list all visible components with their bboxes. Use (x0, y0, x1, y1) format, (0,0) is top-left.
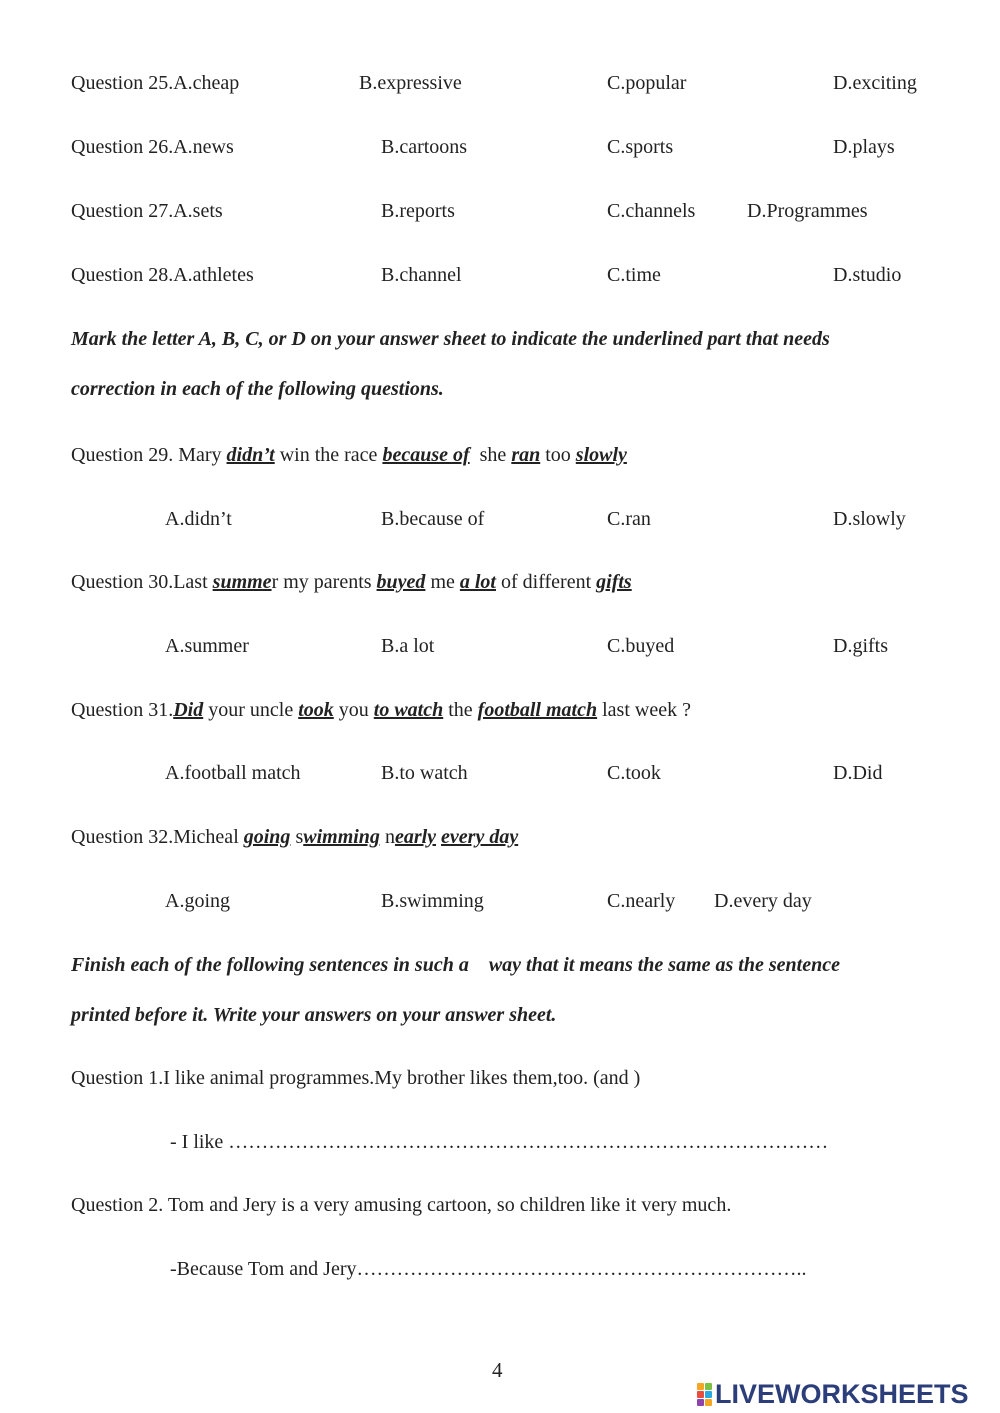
option-c: C.popular (607, 72, 687, 94)
question-text: Question 30.Last summer my parents buyed me a lot of different gifts (71, 571, 632, 593)
underlined-part: going (243, 826, 291, 848)
option-c: C.nearly (607, 890, 676, 912)
rewrite-answer-1 (0, 1127, 1000, 1157)
question-29-options (0, 504, 1000, 534)
underlined-part: took (298, 699, 334, 721)
question-26 (0, 132, 1000, 162)
question-29 (0, 440, 1000, 470)
question-text: Question 31.Did your uncle took you to watch the football match last week ? (71, 699, 691, 721)
option-c: C.ran (607, 508, 651, 530)
option-d: D.Programmes (747, 200, 868, 222)
option-c: C.channels (607, 200, 696, 222)
option-d: D.studio (833, 264, 902, 286)
option-a: Question 27.A.sets (71, 200, 223, 222)
question-30-options (0, 631, 1000, 661)
option-c: C.sports (607, 136, 674, 158)
option-b: B.expressive (359, 72, 462, 94)
option-b: B.to watch (381, 762, 468, 784)
question-25 (0, 68, 1000, 98)
logo-icon (697, 1383, 712, 1406)
page-number: 4 (492, 1358, 503, 1382)
answer-line: - I like ……………………………………………………………………………… (170, 1131, 829, 1153)
option-d: D.slowly (833, 508, 906, 530)
question-text: Question 1.I like animal programmes.My brother likes them,too. (and ) (71, 1067, 641, 1089)
question-32 (0, 822, 1000, 852)
option-b: B.channel (381, 264, 462, 286)
rewrite-question-1 (0, 1063, 1000, 1093)
option-a: A.football match (165, 762, 301, 784)
option-a: A.going (165, 890, 230, 912)
option-d: D.gifts (833, 635, 888, 657)
underlined-part: early (394, 826, 437, 848)
rewrite-answer-2 (0, 1254, 1000, 1284)
question-text: Question 29. Mary didn’t win the race because of she ran too slowly (71, 444, 627, 466)
question-text: Question 2. Tom and Jery is a very amusing cartoon, so children like it very much. (71, 1194, 732, 1216)
section-instruction-line2: correction in each of the following questions. (71, 378, 444, 400)
underlined-part: every day (441, 826, 519, 848)
question-31-options (0, 758, 1000, 788)
option-b: B.swimming (381, 890, 484, 912)
option-b: B.because of (381, 508, 485, 530)
underlined-part: Did (173, 699, 204, 721)
option-a: A.didn’t (165, 508, 232, 530)
question-27 (0, 196, 1000, 226)
question-28 (0, 260, 1000, 290)
section-instruction-line1: Finish each of the following sentences in such a way that it means the same as the sentence (71, 954, 840, 976)
option-a: Question 25.A.cheap (71, 72, 240, 94)
option-a: Question 28.A.athletes (71, 264, 254, 286)
question-30 (0, 567, 1000, 597)
underlined-part: to watch (373, 699, 444, 721)
option-c: C.took (607, 762, 661, 784)
option-a: A.summer (165, 635, 249, 657)
underlined-part: football match (477, 699, 598, 721)
option-b: B.a lot (381, 635, 435, 657)
underlined-part: wimming (303, 826, 380, 848)
underlined-part: didn’t (226, 444, 275, 466)
underlined-part: because of (382, 444, 470, 466)
option-c: C.time (607, 264, 661, 286)
underlined-part: summe (212, 571, 272, 593)
option-a: Question 26.A.news (71, 136, 234, 158)
rewrite-question-2 (0, 1190, 1000, 1220)
question-31 (0, 695, 1000, 725)
underlined-part: a lot (459, 571, 496, 593)
underlined-part: ran (511, 444, 541, 466)
option-b: B.cartoons (381, 136, 468, 158)
underlined-part: buyed (376, 571, 426, 593)
option-c: C.buyed (607, 635, 675, 657)
option-d: D.every day (714, 890, 812, 912)
question-32-options (0, 886, 1000, 916)
option-d: D.exciting (833, 72, 917, 94)
question-text: Question 32.Micheal going swimming nearly every day (71, 826, 519, 848)
section-instruction-line2: printed before it. Write your answers on your answer sheet. (71, 1004, 557, 1026)
option-b: B.reports (381, 200, 455, 222)
answer-line: -Because Tom and Jery………………………………………………………….. (170, 1258, 807, 1280)
logo-text: LIVEWORKSHEETS (715, 1378, 969, 1409)
section-instruction-line1: Mark the letter A, B, C, or D on your answer sheet to indicate the underlined part that needs (71, 328, 830, 350)
underlined-part: slowly (575, 444, 627, 466)
option-d: D.plays (833, 136, 895, 158)
liveworksheets-logo (697, 1378, 969, 1410)
option-d: D.Did (833, 762, 883, 784)
underlined-part: gifts (596, 571, 632, 593)
